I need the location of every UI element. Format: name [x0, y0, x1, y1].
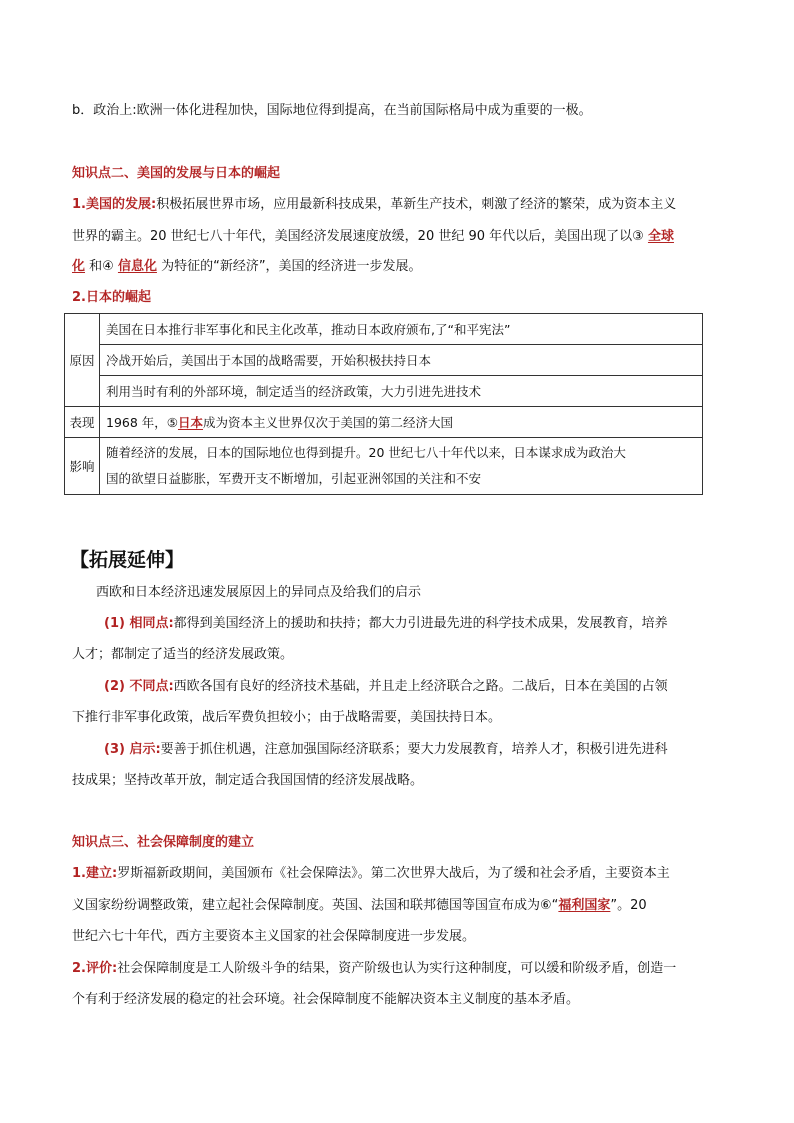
eval-line-2: 个有利于经济发展的稳定的社会环境。社会保障制度不能解决资本主义制度的基本矛盾。 [72, 992, 580, 1007]
reason-3: 利用当时有利的外部环境，制定适当的经济政策，大力引进先进技术 [100, 376, 703, 407]
diff-line-2: 下推行非军事化政策，战后军费负担较小；由于战略需要，美国扶持日本。 [72, 710, 502, 725]
same-text-1: 都得到美国经济上的援助和扶持；都大力引进最先进的科学技术成果，发展教育，培养 [173, 616, 668, 631]
eval-label: 2.评价: [72, 961, 118, 976]
est-line-1 [72, 865, 724, 883]
japan-rise-table [64, 313, 703, 495]
us-para-line3 [72, 258, 724, 276]
same-label: (1) 相同点: [104, 616, 174, 631]
reason-1: 美国在日本推行非军事化和民主化改革，推动日本政府颁布,了“和平宪法” [100, 314, 703, 345]
est-label: 1.建立: [72, 866, 118, 881]
insp-text-1: 要善于抓住机遇，注意加强国际经济联系；要大力发展教育，培养人才，积极引进先进科 [160, 742, 668, 757]
table-row [65, 345, 703, 376]
us-label: 1.美国的发展: [72, 197, 157, 212]
extension-intro: 西欧和日本经济迅速发展原因上的异同点及给我们的启示 [96, 585, 422, 600]
answer-blank-3a: 全球 [647, 229, 674, 244]
us-para-line1 [72, 196, 724, 214]
us-text-1: 积极拓展世界市场，应用最新科技成果，革新生产技术，刺激了经济的繁荣，成为资本主义 [156, 197, 677, 212]
us-mid: 和④ [85, 259, 118, 274]
diff-line-1 [104, 678, 724, 696]
us-para-line2 [72, 228, 724, 246]
performance-prefix: 1968 年，⑤ [106, 415, 178, 430]
est-text-2b: ”。20 [610, 898, 647, 913]
politics-line [72, 102, 724, 120]
answer-blank-3b: 化 [72, 259, 86, 274]
impact-label: 影响 [65, 438, 100, 495]
table-row [65, 376, 703, 407]
table-row [65, 407, 703, 438]
us-text-2: 世界的霸主。20 世纪七八十年代，美国经济发展速度放缓，20 世纪 90 年代以后，美国出现了以③ [72, 229, 648, 244]
kp3-title: 知识点三、社会保障制度的建立 [72, 835, 255, 850]
performance-label: 表现 [65, 407, 100, 438]
answer-blank-4: 信息化 [117, 259, 157, 274]
performance-cell [100, 407, 703, 438]
insp-label: (3) 启示: [104, 742, 161, 757]
extension-title: 【拓展延伸】 [70, 549, 185, 571]
est-line-2 [72, 897, 724, 915]
answer-blank-6: 福利国家 [558, 898, 611, 913]
reason-2: 冷战开始后，美国出于本国的战略需要，开始积极扶持日本 [100, 345, 703, 376]
est-line-3: 世纪六七十年代，西方主要资本主义国家的社会保障制度进一步发展。 [72, 929, 476, 944]
same-line-1 [104, 615, 724, 633]
eval-text-1: 社会保障制度是工人阶级斗争的结果，资产阶级也认为实行这种制度，可以缓和阶级矛盾，创造一 [117, 961, 677, 976]
kp2-title: 知识点二、美国的发展与日本的崛起 [72, 166, 281, 181]
table-row [65, 438, 703, 495]
diff-label: (2) 不同点: [104, 679, 174, 694]
us-tail: 为特征的“新经济”，美国的经济进一步发展。 [156, 259, 422, 274]
diff-text-1: 西欧各国有良好的经济技术基础，并且走上经济联合之路。二战后，日本在美国的占领 [173, 679, 668, 694]
est-text-2a: 义国家纷纷调整政策，建立起社会保障制度。英国、法国和联邦德国等国宣布成为⑥“ [72, 898, 559, 913]
politics-text: 欧洲一体化进程加快，国际地位得到提高，在当前国际格局中成为重要的一极。 [136, 103, 592, 118]
same-line-2: 人才；都制定了适当的经济发展政策。 [72, 647, 294, 662]
insp-line-2: 技成果；坚持改革开放，制定适合我国国情的经济发展战略。 [72, 773, 424, 788]
est-text-1: 罗斯福新政期间，美国颁布《社会保障法》。第二次世界大战后，为了缓和社会矛盾，主要资本主 [117, 866, 670, 881]
politics-prefix: b．政治上: [72, 103, 137, 118]
insp-line-1 [104, 741, 724, 759]
performance-suffix: 成为资本主义世界仅次于美国的第二经济大国 [203, 415, 454, 430]
answer-blank-5: 日本 [178, 415, 204, 430]
impact-cell [100, 438, 703, 495]
japan-label: 2.日本的崛起 [72, 290, 151, 305]
eval-line-1 [72, 960, 724, 978]
impact-line-1: 随着经济的发展，日本的国际地位也得到提升。20 世纪七八十年代以来，日本谋求成为政治大 [106, 445, 626, 460]
impact-line-2: 国的欲望日益膨胀，军费开支不断增加，引起亚洲邻国的关注和不安 [106, 471, 482, 486]
table-row [65, 314, 703, 345]
reason-label: 原因 [65, 314, 100, 407]
